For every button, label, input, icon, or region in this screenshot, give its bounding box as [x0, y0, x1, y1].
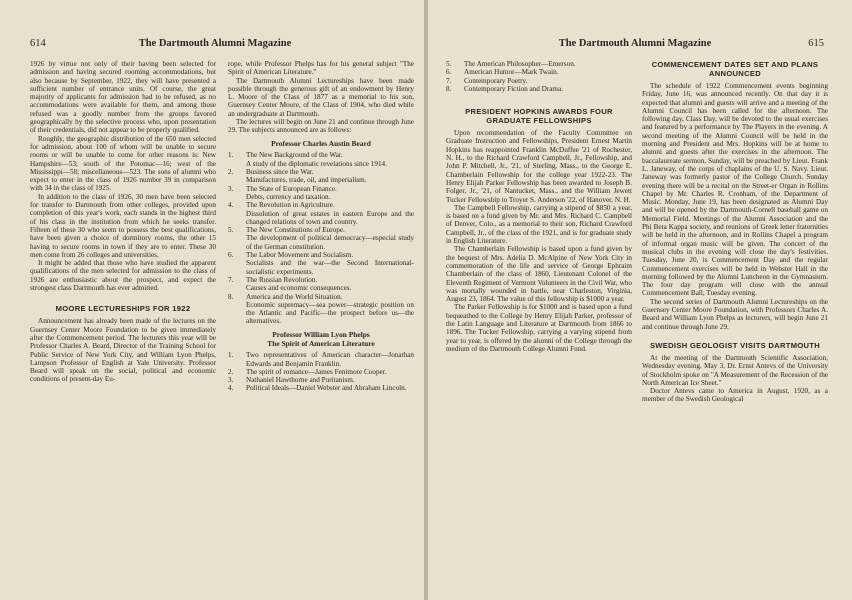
list-item: 3. Nathaniel Hawthorne and Puritanism.: [228, 376, 355, 385]
paragraph: The Parker Fellowship is for $1000 and is based upon a fund bequeathed to the College by Henry Elijah Parker, professor of the Latin Language and Literature at Dartmouth from 1866 to 1896. The Tucker Fellowship, carrying a varying stipend from year to year, is offered by the alumni of the College through the medium of the Dartmouth College Alumni Fund.: [446, 303, 632, 353]
section-heading: COMMENCEMENT DATES SET AND PLANS ANNOUNCED: [651, 60, 819, 78]
section-heading: PRESIDENT HOPKINS AWARDS FOUR GRADUATE FELLOWSHIPS: [465, 107, 613, 126]
paragraph: It might be added that those who have studied the apparent qualifications of the men selected for admission to the class of 1926 are enthusiastic about the prospect, and expect the strongest class Dartmouth has ever admitted.: [30, 259, 216, 293]
paragraph: In addition to the class of 1926, 30 men have been selected for transfer to Dartmouth from other colleges, provided upon completion of this year's work, each stands in the highest third of his class in the institution from which he seeks transfer. Fifteen of these 30 who seem to possess the best qualifications, have been given a choice of dormitory rooms, the other 15 having to secure rooms in town if they are to enter. These 30 men come from 26 colleges and universities.: [30, 192, 216, 259]
paragraph: Roughly, the geographic distribution of the 650 men selected for admission, about 100 of whom will be unable to secure rooms or will be unable to come for other reasons is: New Hampshire—53; south of the Potomac—16; west of the Mississippi—58; miscellaneous—523. The sons of alumni who expect to enter in the class of 1926 number 39 in comparison with 34 in the class of 1925.: [30, 134, 216, 193]
running-head: The Dartmouth Alumni Magazine: [138, 38, 292, 49]
right-column-1: [446, 60, 632, 353]
phelps-lecture-list-cont: [446, 60, 632, 93]
list-item: 5. The New Constitutions of Europe. The development of political democracy—especial study of the German constitution.: [228, 226, 414, 251]
paragraph: The schedule of 1922 Commencement events beginning Friday, June 16, was announced recently. On that day it is expected that alumni and guests will arrive and a meeting of the Alumni Council has been called for the afternoon. The following day, Class Day, will be devoted to the usual exercises and featured by a performance by The Players in the evening. A second meeting of the Alumni Council will be held in the morning and President and Mrs. Hopkins will be at home to alumni and guests after the exercises in the afternoon. The baccalaureate sermon, Sunday, will be preached by Lieut. Frank L. Janeway, of the corps of chaplains of the U. S. Navy. Lieut. Janeway was formerly pastor of the College Church. Sunday evening there will be a recital on the Street-er Organ in Rollins Chapel by Mr. Charles R. Cronham, of the Department of Music. Monday, June 19, has been designated as Alumni Day and will be opened by the Dartmouth-Cornell baseball game on Memorial Field. Meetings of the Alumni Association and the Phi Beta Kappa society, and reunions of Greek letter fraternities will be held in the afternoon, and in Rollins Chapel a program of informal organ music will be given. The concert of the musical clubs in the evening will close the day's festivities. Tuesday, June 20, is Commencement Day and the regular Commencement exercises will be held in Webster Hall in the morning followed by the Alumni Luncheon in the Gymnasium. The four day program will close with the annual Commencement Ball, Tuesday evening.: [642, 82, 828, 298]
paragraph: rope, while Professor Phelps has for his general subject "The Spirit of American Literature.": [228, 60, 414, 77]
paragraph: Upon recommendation of the Faculty Committee on Graduate Instruction and Fellowships, President Ernest Martin Hopkins has reappointed Franklin McDuffee '21 of Rochester, N. H., to the Richard Crawford Campbell, Jr., Fellowship, and John P. Mitchell, Jr., '21, of Sterling, Mass., to the George E. Chamberlain Fellowship for the college year 1922-23. The Henry Elijah Parker Fellowship has been awarded to Joseph B. Folger, Jr., '21, of Nantucket, Mass., and the William Jewett Tucker Fellowship to Troyer S. Anderson '22, of Hanover, N. H.: [446, 129, 632, 204]
lecturer-heading: Professor Charles Austin Beard: [271, 138, 371, 148]
lecture-series-title: The Spirit of American Literature: [267, 338, 375, 348]
paragraph: The second series of Dartmouth Alumni Lectureships on the Guernsey Center Moore Foundation, with Professors Charles A. Beard and William Lyon Phelps as lecturers, will begin June 21 and continue through June 29.: [642, 297, 828, 331]
right-page: [428, 0, 852, 600]
left-column-1: [30, 60, 216, 384]
list-item: 4. Political Ideals—Daniel Webster and Abraham Lincoln.: [228, 384, 407, 393]
left-column-2: [228, 60, 414, 393]
page-number: 614: [30, 38, 46, 49]
list-item: 7. Contemporary Poetry.: [446, 76, 528, 85]
paragraph: The lectures will begin on June 21 and continue through June 29. The subjects announced are as follows:: [228, 118, 414, 135]
paragraph: 1926 by virtue not only of their having been selected for admission and having secured rooming accommodations, but also because by September, 1922, they will have presented a sufficient number of entrance units. Of course, the great majority of applicants for admission had to be refused, as no accommodations were available for them, and among those refused was a goodly number from the groups favored geographically by the selective process who, upon presentation of their credentials, did not appear to be properly qualified.: [30, 60, 216, 135]
list-item: 2. Business since the War. Manufactures, trade, oil, and imperialism.: [228, 168, 367, 185]
paragraph: The Chamberlain Fellowship is based upon a fund given by the bequest of Mrs. Adelia D. McAlpine of New York City in commemoration of the life and service of George Ephraim Chamberlain of the class of 1860, Lieutenant Colonel of the Eleventh Regiment of Vermont Volunteers in the Civil War, who was mortally wounded in battle, near Charleston, Virginia, August 23, 1864. The value of this fellowship is $1000 a year.: [446, 245, 632, 304]
list-item: 6. American Humor—Mark Twain.: [446, 68, 559, 77]
page-number: 615: [808, 38, 824, 49]
paragraph: At the meeting of the Dartmouth Scientific Association, Wednesday evening, May 3, Dr. Ernst Antevs of the University of Stockholm spoke on "A Measurement of the Recession of the North American Ice Sheet.": [642, 353, 828, 387]
list-item: 2. The spirit of romance—James Fenimore Cooper.: [228, 367, 387, 376]
left-header: [30, 38, 400, 52]
lecturer-heading: Professor William Lyon Phelps: [272, 329, 370, 339]
phelps-lecture-list: [228, 351, 414, 392]
section-heading: SWEDISH GEOLOGIST VISITS DARTMOUTH: [649, 340, 821, 350]
list-item: 1. The New Background of the War. A study of the diplomatic revelations since 1914.: [228, 151, 387, 168]
paragraph: Announcement has already been made of the lectures on the Guernsey Center Moore Foundation to be given immediately after the Commencement period. The lecturers this year will be Professor Charles A. Beard, Director of the Training School for Public Service of New York City, and William Lyon Phelps, Lampson Professor of English at Yale University. Professor Beard will speak on the social, political and economic conditions of present-day Eu-: [30, 317, 216, 384]
list-item: 7. The Russian Revolution. Causes and economic consequences.: [228, 275, 352, 293]
beard-lecture-list: [228, 151, 414, 325]
list-item: 1. Two representatives of American character—Jonathan Edwards and Benjamin Franklin.: [228, 351, 414, 368]
list-item: 8. Contemporary Fiction and Drama.: [446, 84, 564, 93]
list-item: 8. America and the World Situation. Economic supremacy—sea power—strategic position on the Atlantic and Pacific—the prospect before us—the alternatives.: [228, 292, 414, 326]
paragraph: Doctor Antevs came to America in August, 1920, as a member of the Swedish Geological: [642, 387, 828, 404]
left-page: [0, 0, 424, 600]
section-heading: MOORE LECTURESHIPS FOR 1922: [55, 304, 191, 314]
list-item: 6. The Labor Movement and Socialism. Socialists and the war—the Second International-socialistic experiments.: [228, 251, 414, 276]
right-column-2: [642, 60, 828, 404]
right-header: [446, 38, 824, 52]
list-item: 5. The American Philosopher—Emerson.: [446, 60, 576, 68]
running-head: The Dartmouth Alumni Magazine: [558, 38, 712, 49]
list-item: 4. The Revolution in Agriculture. Dissolution of great estates in eastern Europe and the changed relations of town and country.: [228, 201, 414, 226]
paragraph: The Dartmouth Alumni Lectureships have been made possible through the generous gift of an endowment by Henry L. Moore of the Class of 1877 as a memorial to his son, Guernsey Center Moore, of the Class of 1904, who died while an undergraduate at Dartmouth.: [228, 76, 414, 118]
list-item: 3. The State of European Finance. Debts, currency and taxation.: [228, 184, 337, 201]
paragraph: The Campbell Fellowship, carrying a stipend of $850 a year, is based on a fund given by Mr. and Mrs. Richard C. Campbell of Denver, Colo., as a memorial to their son, Richard Crawford Campbell, Jr., of the class of the 1921, and is for graduate study in English Literature.: [446, 203, 632, 246]
